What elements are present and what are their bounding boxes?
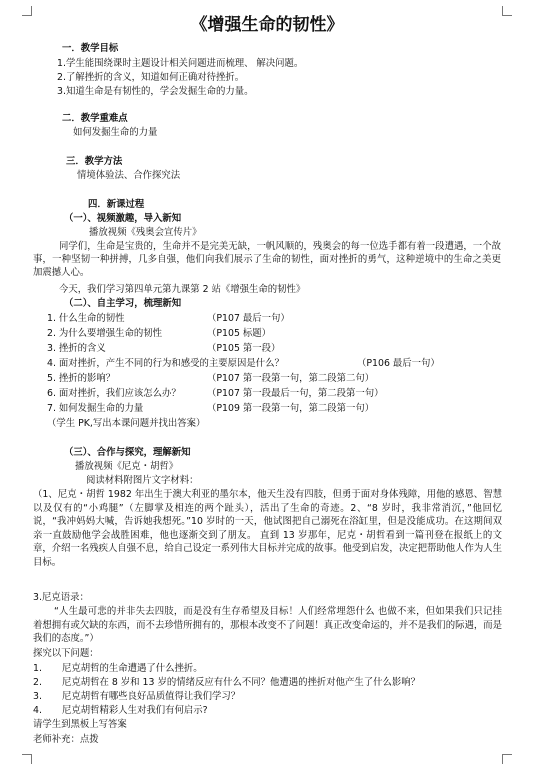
question-text: 6. 面对挫折，我们应该怎么办？ (47, 388, 181, 399)
question-reference: （P105 标题） (207, 328, 272, 339)
part1-intro-paragraph: 同学们，生命是宝贵的，生命并不是完美无缺，一帆风顺的，残奥会的每一位选手都有着一段遭遇，一个故事，一种坚韧一种拼搏，几多自强，他们向我们展示了生命的韧性，面对挫折的勇气，这种逆境中的生命之美更加震撼人心。 (33, 241, 501, 278)
objective-item: 1.学生能围绕课时主题设计相关问题进而梳理、 解决问题。 (57, 58, 304, 69)
board-instruction: 请学生到黑板上写答案 (33, 719, 127, 730)
teacher-supplement: 老师补充：点拨 (33, 734, 99, 745)
nick-quote-label: 3.尼克语录： (33, 592, 89, 603)
question-reference: （P106 最后一句） (357, 358, 440, 369)
question-reference: （P107 第一段第一句，第二段第二句） (207, 373, 375, 384)
question-text: 5. 挫折的影响？ (47, 373, 116, 384)
document-title: 《增强生命的韧性》 (190, 15, 344, 35)
question-text: 2. 为什么要增强生命的韧性 (47, 328, 163, 339)
question-reference: （P109 第一段第一句，第二段第一句） (207, 403, 375, 414)
question-reference: （P107 最后一句） (207, 313, 290, 324)
explore-item-text: 尼克胡哲的生命遭遇了什么挫折。 (62, 663, 203, 674)
part1-heading: （一）、视频激趣，导入新知 (64, 213, 182, 224)
part3-video: 播放视频《尼克・胡哲》 (75, 461, 179, 472)
explore-item-text: 尼克胡哲有哪些良好品质值得让我们学习？ (62, 691, 241, 702)
question-reference: （P105 第一段） (207, 343, 281, 354)
question-reference: （P107 第一段最后一句，第二段第一句） (207, 388, 384, 399)
question-text: 4. 面对挫折，产生不同的行为和感受的主要原因是什么？ (47, 358, 284, 369)
part1-video: 播放视频《残奥会宣传片》 (89, 227, 202, 238)
explore-item-number: 3. (33, 691, 42, 702)
corner-mark-bottom-left (22, 754, 32, 764)
question-text: 7. 如何发掘生命的力量 (47, 403, 144, 414)
part2-heading: （二）、自主学习，梳理新知 (64, 298, 182, 309)
explore-item-text: 尼克胡哲在 8 岁和 13 岁的情绪反应有什么不同？他遭遇的挫折对他产生了什么影响？ (62, 677, 420, 688)
part2-note: （学生 PK,写出本课问题并找出答案） (47, 418, 206, 429)
nick-story-material: （1、尼克・胡哲 1982 年出生于澳大利亚的墨尔本，他天生没有四肢，但勇于面对身体残障，用他的感恩、智慧以及仅有的“小鸡腿”（左脚掌及相连的两个趾头），活出了生命的奇迹。2、“8 岁时，我非常消沉，”他回忆说，“我冲妈妈大喊，告诉她我想死。”10 岁时的一天，他试图把自己溺死在浴缸里，但是没能成功。在这期间双亲一直鼓励他学会战胜困难，他也逐渐交到了朋友。 直到 13 岁那年，尼克・胡哲看到一篇刊登在报纸上的文章，介绍一名残疾人自强不息，给自己设定一系列伟大目标并完成的故事。他受到启发，决定把帮助他人作为人生目标。 (33, 489, 502, 568)
objectives-heading: 一．教学目标 (62, 43, 119, 54)
part3-read-line: 阅读材料附图片文字材料： (86, 475, 199, 486)
objective-item: 2.了解挫折的含义，知道如何正确对待挫折。 (57, 72, 245, 83)
methods-text: 情境体验法、合作探究法 (77, 170, 181, 181)
part1-today-line: 今天，我们学习第四单元第九课第 2 站《增强生命的韧性》 (59, 284, 306, 295)
explore-item-number: 1. (33, 663, 42, 674)
explore-item-text: 尼克胡哲精彩人生对我们有何启示? (62, 705, 208, 716)
methods-heading: 三．教学方法 (66, 156, 123, 167)
question-text: 1. 什么生命的韧性 (47, 313, 125, 324)
question-text: 3. 挫折的含义 (47, 343, 106, 354)
corner-mark-bottom-right (502, 754, 512, 764)
key-points-heading: 二．教学重难点 (62, 113, 128, 124)
process-heading: 四．新课过程 (88, 199, 145, 210)
explore-item-number: 2. (33, 677, 42, 688)
explore-heading: 探究以下问题： (33, 648, 99, 659)
explore-item-number: 4. (33, 705, 42, 716)
nick-quote-text: “人生最可悲的并非失去四肢，而是没有生存希望及目标！人们经常埋怨什么 也做不来，但如果我们只记挂着想拥有或欠缺的东西，而不去珍惜所拥有的，那根本改变不了问题！真正改变命运的，并不是我们的际遇，而是我们的态度。”） (33, 606, 502, 645)
part3-heading: （三）、合作与探究，理解新知 (64, 447, 191, 458)
objective-item: 3.知道生命是有韧性的，学会发掘生命的力量。 (57, 86, 254, 97)
key-points-text: 如何发掘生命的力量 (73, 127, 158, 138)
